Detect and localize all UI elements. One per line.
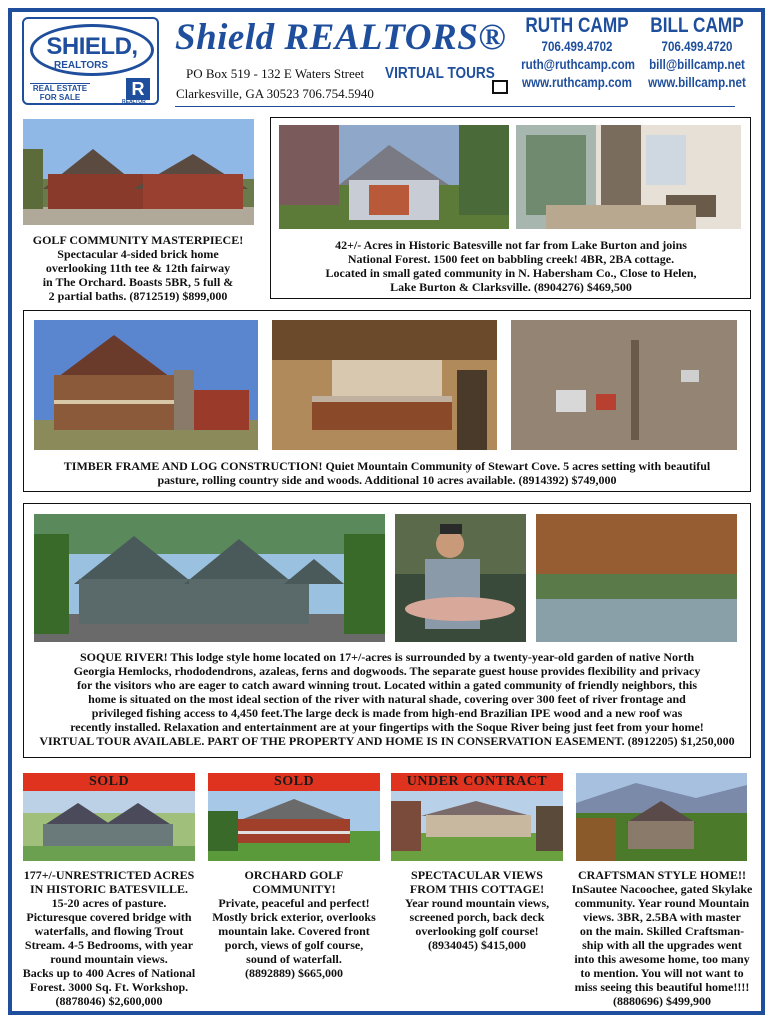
- realtor-r-icon: R: [126, 78, 150, 100]
- agent-email[interactable]: bill@billcamp.net: [649, 57, 745, 72]
- agent-phone[interactable]: 706.499.4702: [541, 39, 613, 54]
- virtual-tours-link[interactable]: VIRTUAL TOURS: [385, 65, 495, 82]
- office-city-phone: Clarkesville, GA 30523 706.754.5940: [176, 86, 374, 101]
- batesville-cottage-photo[interactable]: [279, 125, 509, 229]
- soque-trout-photo[interactable]: [395, 514, 526, 642]
- batesville-interior-photo[interactable]: [516, 125, 741, 229]
- bottom-listing-photo-3[interactable]: [391, 791, 563, 861]
- bottom-listing-photo-4[interactable]: [576, 773, 747, 861]
- sold-badge: SOLD: [208, 773, 380, 791]
- timber-kitchen-photo[interactable]: [272, 320, 497, 450]
- agent-name: RUTH CAMP: [525, 14, 629, 37]
- logo-sub-text: REALTORS: [54, 60, 109, 71]
- agent-phone[interactable]: 706.499.4720: [661, 39, 733, 54]
- agent-name: BILL CAMP: [650, 14, 744, 37]
- golf-home-photo[interactable]: [23, 119, 254, 225]
- timber-home-photo[interactable]: [34, 320, 258, 450]
- soque-lodge-photo[interactable]: [34, 514, 385, 642]
- agent-ruth: [512, 14, 642, 92]
- golf-listing-text: GOLF COMMUNITY MASTERPIECE! Spectacular 4-sided brick home overlooking 11th tee & 12th fairway in The Orchard. Boasts 5BR, 5 full & 2 partial baths. (8712519) $899,000: [32, 233, 244, 303]
- bottom-listing-text-3: SPECTACULAR VIEWS FROM THIS COTTAGE! Year round mountain views, screened porch, back deck overlooking golf course! (8934045) $415,000: [404, 868, 550, 952]
- bottom-listing-text-4: CRAFTSMAN STYLE HOME!! InSautee Nacoochee, gated Skylake community. Year round Mountain views. 3BR, 2.5BA with master on the main. Skilled Craftsman- ship with all the upgrades went into this awesome home, too many to mention. You will not want to miss seeing this beautiful home!!!! (8880696) $499,900: [571, 868, 753, 1008]
- under-contract-badge: UNDER CONTRACT: [391, 773, 563, 791]
- shield-logo: [22, 17, 159, 105]
- soque-river-photo[interactable]: [536, 514, 737, 642]
- bottom-listing-text-1: 177+/-UNRESTRICTED ACRES IN HISTORIC BATESVILLE. 15-20 acres of pasture. Picturesque covered bridge with waterfalls, and flowing Trout Stream. 4-5 Bedrooms, with year round mountain views. Backs up to 400 Acres of National Forest. 3000 Sq. Ft. Workshop. (8878046) $2,600,000: [22, 868, 196, 1008]
- brand-title: Shield REALTORS®: [175, 17, 507, 58]
- bottom-listing-text-2: ORCHARD GOLF COMMUNITY! Private, peaceful and perfect! Mostly brick exterior, overlooks mountain lake. Covered front porch, views of golf course, sound of waterfall. (8892889) $665,000: [212, 868, 376, 980]
- agent-website[interactable]: www.ruthcamp.com: [522, 75, 632, 90]
- soque-listing-text: SOQUE RIVER! This lodge style home located on 17+/-acres is surrounded by a twenty-year-old garden of native North Georgia Hemlocks, rhododendrons, azaleas, ferns and dogwoods. The separate guest house provides flexibility and privacy for the visitors who are eager to catch award winning trout. Located within a gated community of friendly neighbors, this home is situated on the most ideal section of the river with natural shade, covering over 300 feet of river frontage and privileged fishing access to 4,450 feet.The large deck is made from high-end Brazilian IPE wood and a new roof was recently installed. Relaxation and entertainment are at your fingertips with the Soque River being just feet from your home! VIRTUAL TOUR AVAILABLE. PART OF THE PROPERTY AND HOME IS IN CONSERVATION EASEMENT. (8912205) $1,250,000: [39, 650, 735, 748]
- bottom-listing-photo-1[interactable]: [23, 791, 195, 861]
- batesville-listing-text: 42+/- Acres in Historic Batesville not far from Lake Burton and joins National Forest. 1500 feet on babbling creek! 4BR, 2BA cottage. Located in small gated community in N. Habersham Co., Close to Helen, Lake Burton & Clarksville. (8904276) $469,500: [325, 238, 697, 294]
- agent-bill: [640, 14, 754, 92]
- bottom-listing-photo-2[interactable]: [208, 791, 380, 861]
- equal-housing-icon: [492, 80, 508, 94]
- agent-website[interactable]: www.billcamp.net: [648, 75, 746, 90]
- timber-aerial-photo[interactable]: [511, 320, 737, 450]
- header-divider: [175, 106, 735, 107]
- timber-listing-text: TIMBER FRAME AND LOG CONSTRUCTION! Quiet Mountain Community of Stewart Cove. 5 acres setting with beautiful pasture, rolling country side and woods. Additional 10 acres available. (8914392) $749,000: [63, 459, 711, 487]
- sold-badge: SOLD: [23, 773, 195, 791]
- office-address: PO Box 519 - 132 E Waters Street: [186, 66, 365, 81]
- logo-tagline: REAL ESTATE FOR SALE: [30, 83, 90, 102]
- realtor-label: REALTOR: [122, 99, 146, 105]
- agent-email[interactable]: ruth@ruthcamp.com: [521, 57, 635, 72]
- logo-main-text: SHIELD,: [46, 33, 138, 60]
